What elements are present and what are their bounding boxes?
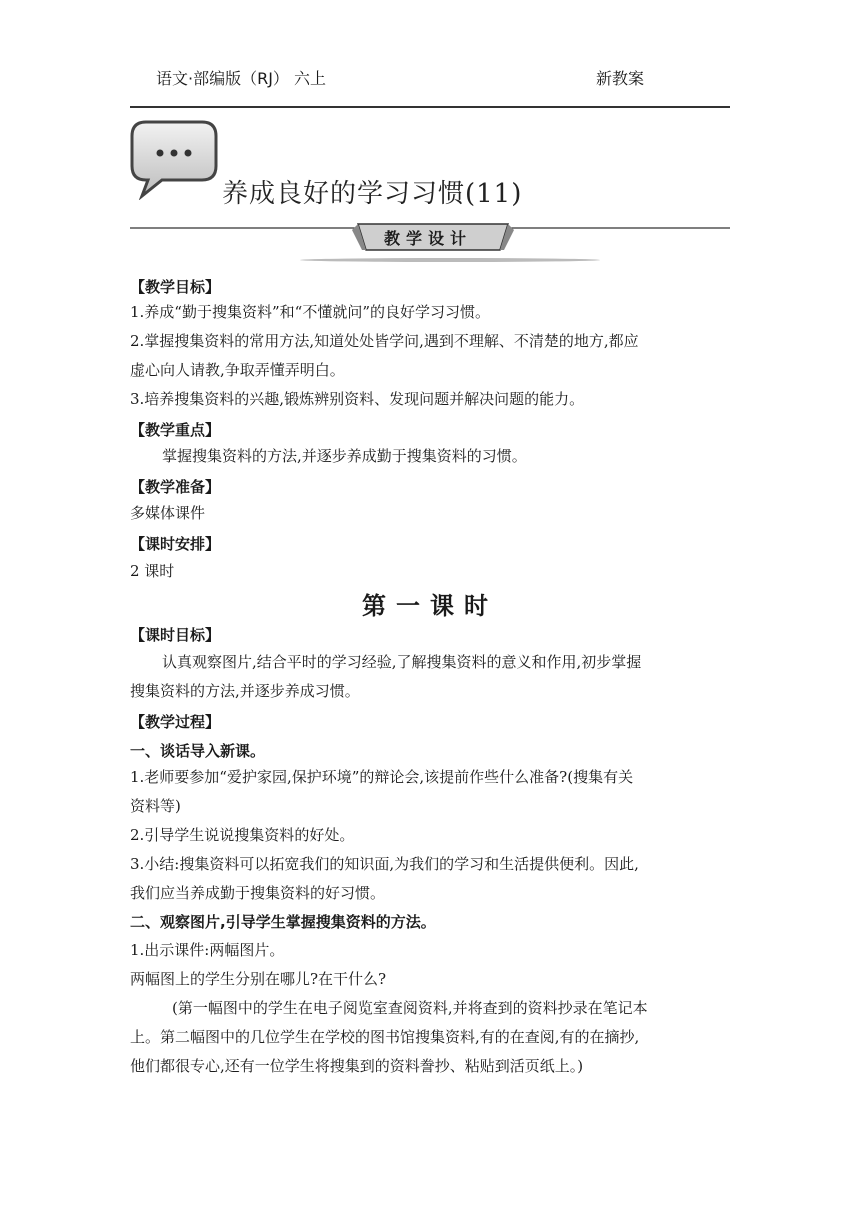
speech-bubble-icon xyxy=(128,118,220,200)
header-label: 新教案 xyxy=(596,69,645,88)
banner-label: 教学设计 xyxy=(383,229,472,248)
lesson-goal-heading: 【课时目标】 xyxy=(130,626,221,644)
process-part2-heading: 二、观察图片,引导学生掌握搜集资料的方法。 xyxy=(130,913,436,931)
process-line: 1.老师要参加“爱护家园,保护环境”的辩论会,该提前作些什么准备?(搜集有关 xyxy=(130,768,634,786)
key-points-text: 掌握搜集资料的方法,并逐步养成勤于搜集资料的习惯。 xyxy=(162,447,527,465)
page-title: 养成良好的学习习惯(11) xyxy=(222,179,523,209)
header-divider xyxy=(130,106,730,108)
process-line: (第一幅图中的学生在电子阅览室查阅资料,并将查到的资料抄录在笔记本 xyxy=(172,999,648,1017)
objective-line: 3.培养搜集资料的兴趣,锻炼辨别资料、发现问题并解决问题的能力。 xyxy=(130,390,585,408)
lesson-title: 第一课时 xyxy=(362,592,498,620)
header-subject: 语文·部编版（RJ） 六上 xyxy=(156,69,327,88)
key-points-heading: 【教学重点】 xyxy=(130,421,221,439)
objective-line: 1.养成“勤于搜集资料”和“不懂就问”的良好学习习惯。 xyxy=(130,303,490,321)
process-line: 两幅图上的学生分别在哪儿?在干什么? xyxy=(130,970,387,988)
process-line: 资料等) xyxy=(130,797,181,815)
objectives-heading: 【教学目标】 xyxy=(130,278,221,296)
objective-line: 虚心向人请教,争取弄懂弄明白。 xyxy=(130,361,345,379)
process-line: 他们都很专心,还有一位学生将搜集到的资料誊抄、粘贴到活页纸上。) xyxy=(130,1057,584,1075)
process-line: 上。第二幅图中的几位学生在学校的图书馆搜集资料,有的在查阅,有的在摘抄, xyxy=(130,1028,640,1046)
preparation-heading: 【教学准备】 xyxy=(130,478,221,496)
page-header xyxy=(130,60,730,108)
objective-line: 2.掌握搜集资料的常用方法,知道处处皆学问,遇到不理解、不清楚的地方,都应 xyxy=(130,332,639,350)
preparation-text: 多媒体课件 xyxy=(130,504,206,522)
process-line: 3.小结:搜集资料可以拓宽我们的知识面,为我们的学习和生活提供便利。因此, xyxy=(130,855,639,873)
process-part1-heading: 一、谈话导入新课。 xyxy=(130,742,266,760)
schedule-text: 2 课时 xyxy=(130,562,175,580)
process-line: 1.出示课件:两幅图片。 xyxy=(130,941,285,959)
process-heading: 【教学过程】 xyxy=(130,713,221,731)
lesson-goal-line: 搜集资料的方法,并逐步养成习惯。 xyxy=(130,682,360,700)
schedule-heading: 【课时安排】 xyxy=(130,535,221,553)
process-line: 2.引导学生说说搜集资料的好处。 xyxy=(130,826,355,844)
lesson-goal-line: 认真观察图片,结合平时的学习经验,了解搜集资料的意义和作用,初步掌握 xyxy=(162,653,642,671)
process-line: 我们应当养成勤于搜集资料的好习惯。 xyxy=(130,884,386,902)
